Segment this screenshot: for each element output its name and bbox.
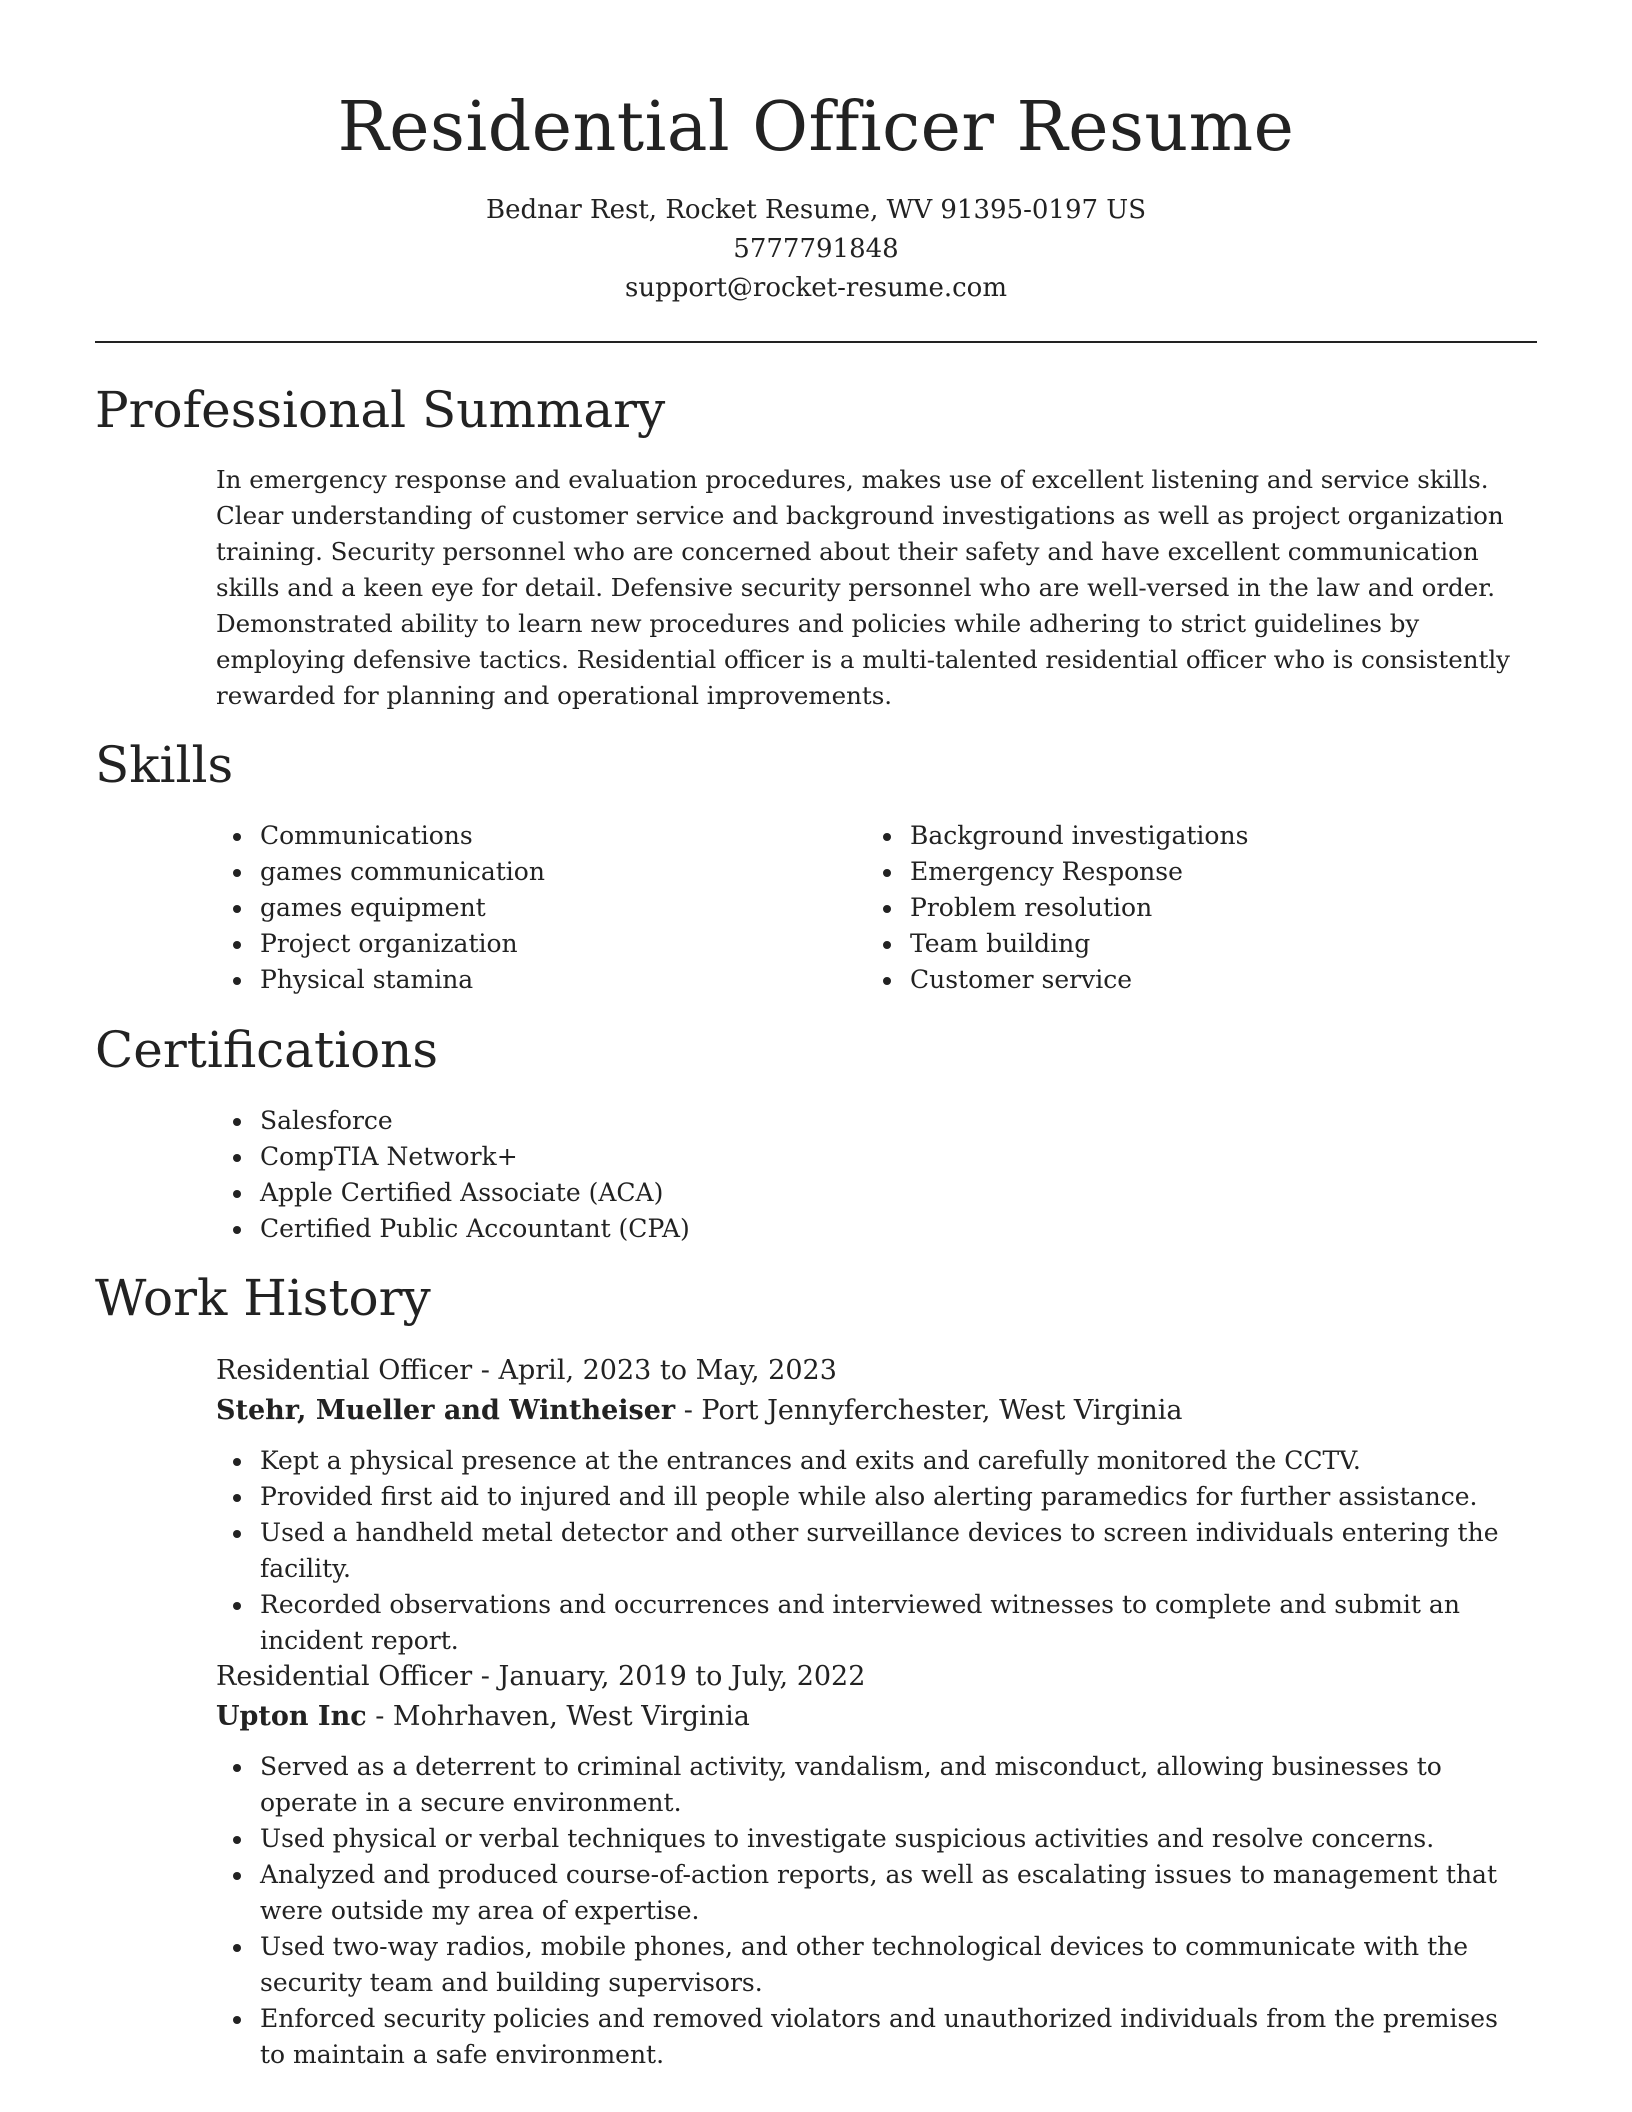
job-title-line: Residential Officer - January, 2019 to July, 2022 bbox=[216, 1661, 866, 1692]
job-company-line bbox=[216, 1391, 1516, 1431]
job-duty: Recorded observations and occurrences and interviewed witnesses to complete and submit an incident report. bbox=[216, 1587, 1516, 1659]
job-duty: Provided first aid to injured and ill people while also alerting paramedics for further assistance. bbox=[216, 1479, 1516, 1515]
job-location: - Port Jennyferchester, West Virginia bbox=[675, 1395, 1183, 1426]
company-name: Upton Inc bbox=[216, 1701, 367, 1732]
skills-list-left bbox=[216, 818, 856, 998]
certification-item: Apple Certified Associate (ACA) bbox=[216, 1175, 1516, 1211]
job-duties-list bbox=[216, 1749, 1516, 2073]
contact-email: support@rocket-resume.com bbox=[624, 273, 1007, 303]
job-duty: Served as a deterrent to criminal activity, vandalism, and misconduct, allowing businesses to operate in a secure environment. bbox=[216, 1749, 1516, 1821]
work-history-heading: Work History bbox=[95, 1269, 431, 1327]
skill-item: games equipment bbox=[216, 890, 856, 926]
job-duty: Analyzed and produced course-of-action reports, as well as escalating issues to management that were outside my area of expertise. bbox=[216, 1857, 1516, 1929]
skill-item: Team building bbox=[866, 926, 1506, 962]
skill-item: Project organization bbox=[216, 926, 856, 962]
contact-phone: 5777791848 bbox=[733, 234, 899, 264]
certifications-list bbox=[216, 1103, 1516, 1247]
contact-address: Bednar Rest, Rocket Resume, WV 91395-0197 US bbox=[485, 195, 1147, 225]
job-duty: Used two-way radios, mobile phones, and other technological devices to communicate with the security team and building supervisors. bbox=[216, 1929, 1516, 2001]
skill-item: Communications bbox=[216, 818, 856, 854]
skill-item: Physical stamina bbox=[216, 962, 856, 998]
job-title-line: Residential Officer - April, 2023 to May, 2023 bbox=[216, 1355, 837, 1386]
company-name: Stehr, Mueller and Wintheiser bbox=[216, 1395, 676, 1426]
job-duty: Enforced security policies and removed violators and unauthorized individuals from the premises to maintain a safe environment. bbox=[216, 2001, 1516, 2073]
skills-list-right bbox=[866, 818, 1506, 998]
job-company-line bbox=[216, 1697, 1516, 1737]
resume-title: Residential Officer Resume bbox=[337, 88, 1295, 167]
certification-item: CompTIA Network+ bbox=[216, 1139, 1516, 1175]
header-divider bbox=[95, 341, 1537, 343]
contact-block bbox=[95, 191, 1537, 308]
job-duty: Used a handheld metal detector and other surveillance devices to screen individuals entering the facility. bbox=[216, 1515, 1516, 1587]
skill-item: Customer service bbox=[866, 962, 1506, 998]
summary-heading: Professional Summary bbox=[95, 381, 666, 439]
job-entry bbox=[216, 1351, 1516, 1659]
skill-item: games communication bbox=[216, 854, 856, 890]
job-entry bbox=[216, 1657, 1516, 2073]
job-duty: Kept a physical presence at the entrances and exits and carefully monitored the CCTV. bbox=[216, 1443, 1516, 1479]
skills-heading: Skills bbox=[95, 736, 234, 794]
skill-item: Background investigations bbox=[866, 818, 1506, 854]
certifications-heading: Certifications bbox=[95, 1021, 439, 1079]
certification-item: Certified Public Accountant (CPA) bbox=[216, 1211, 1516, 1247]
job-duty: Used physical or verbal techniques to investigate suspicious activities and resolve concerns. bbox=[216, 1821, 1516, 1857]
job-location: - Mohrhaven, West Virginia bbox=[366, 1701, 750, 1732]
job-duties-list bbox=[216, 1443, 1516, 1659]
skill-item: Problem resolution bbox=[866, 890, 1506, 926]
certification-item: Salesforce bbox=[216, 1103, 1516, 1139]
skill-item: Emergency Response bbox=[866, 854, 1506, 890]
summary-text: In emergency response and evaluation procedures, makes use of excellent listening and service skills. Clear understanding of customer service and background investigations as well as project organization training. Security personnel who are concerned about their safety and have excellent communication skills and a keen eye for detail. Defensive security personnel who are well-versed in the law and order. Demonstrated ability to learn new procedures and policies while adhering to strict guidelines by employing defensive tactics. Residential officer is a multi-talented residential officer who is consistently rewarded for planning and operational improvements. bbox=[216, 465, 1511, 710]
